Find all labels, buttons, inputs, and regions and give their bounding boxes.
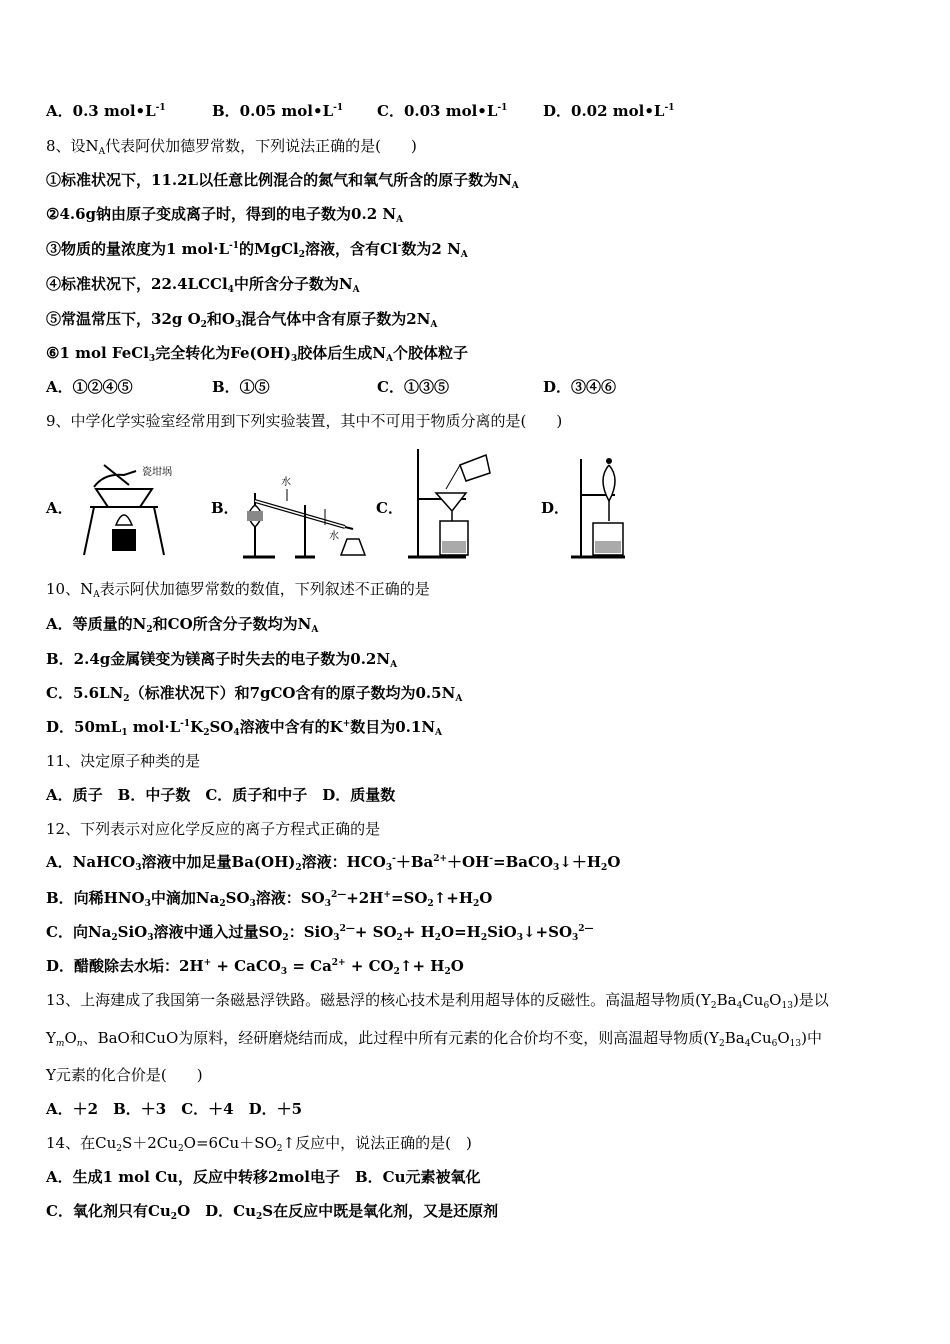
filtration-apparatus-illustration bbox=[406, 445, 496, 565]
q10-option-d: D．$50mL_1$ $mol\cdot L^{-1}K_2SO_4$溶液中含有的K+数目为$0.1N_A$ bbox=[46, 718, 443, 738]
distillation-apparatus-illustration bbox=[235, 445, 385, 565]
q12-option-a: A．NaHCO$_3$溶液中加足量$Ba(OH)_2$溶液：$HCO_3^-+Ba^{2+}+OH^-=BaCO_3↓+H_2O$ bbox=[46, 853, 621, 873]
q8-stem: 8、设$N_A$代表阿伏加德罗常数，下列说法正确的是( ) bbox=[46, 137, 417, 157]
q10-option-a: A．等质量的$N_2$和CO所含分子数均为$N_A$ bbox=[46, 615, 319, 635]
q11-options: A．质子 B．中子数 C．质子和中子 D．质量数 bbox=[46, 786, 396, 804]
q7-option-c: C．0.03 $mol•L^{-1}$ bbox=[377, 102, 508, 120]
q14-stem: 14、在$Cu_2S+2Cu_2O=6Cu+SO_2↑$反应中，说法正确的是( ) bbox=[46, 1134, 472, 1154]
q9-stem: 9、中学化学实验室经常用到下列实验装置，其中不可用于物质分离的是( ) bbox=[46, 412, 563, 430]
q8-option-d: D．③④⑥ bbox=[543, 378, 617, 396]
figure-b bbox=[211, 445, 381, 565]
q8-option-a: A．①②④⑤ bbox=[46, 378, 133, 396]
figure-a-label: A． bbox=[46, 499, 73, 517]
figure-a bbox=[46, 445, 206, 565]
figure-c-label: C． bbox=[376, 499, 403, 517]
q8-item-1: ①标准状况下，11.2L以任意比例混合的氮气和氧气所含的原子数为$N_A$ bbox=[46, 171, 519, 191]
q12-option-c: C．向$Na_2SiO_3$溶液中通入过量$SO_2$：$SiO_3^{2—}+ SO_2+$ $H_2O=H_2SiO_3↓+SO_3^{2—}$ bbox=[46, 923, 594, 943]
crucible-apparatus-illustration bbox=[74, 445, 194, 565]
q10-option-c: C．$5.6LN_2$（标准状况下）和7gCO含有的原子数均为$0.5N_A$ bbox=[46, 684, 463, 704]
water-in-label: 水 bbox=[329, 531, 339, 542]
q10-option-b: B．2.4g金属镁变为镁离子时失去的电子数为$0.2N_A$ bbox=[46, 650, 398, 670]
q8-item-4: ④标准状况下，22.4LCCl$_4$中所含分子数为$N_A$ bbox=[46, 275, 360, 295]
figure-b-label: B． bbox=[211, 499, 239, 517]
q8-option-b: B．①⑤ bbox=[212, 378, 270, 396]
q11-stem: 11、决定原子种类的是 bbox=[46, 752, 201, 770]
crucible-label: 瓷坩埚 bbox=[142, 467, 172, 478]
q13-stem-line-1: 13、上海建成了我国第一条磁悬浮铁路。磁悬浮的核心技术是利用超导体的反磁性。高温超导物质$(Y_2Ba_4Cu_6O_{13})$是以 bbox=[46, 991, 829, 1011]
figure-d bbox=[541, 445, 711, 565]
q10-stem: 10、$N_A$表示阿伏加德罗常数的数值，下列叙述不正确的是 bbox=[46, 580, 430, 600]
q8-item-2: ②4.6g钠由原子变成离子时，得到的电子数为0.2 $N_A$ bbox=[46, 205, 404, 225]
figure-c bbox=[376, 445, 546, 565]
q14-options-line-1: A．生成1 mol Cu，反应中转移2mol电子 B．Cu元素被氧化 bbox=[46, 1168, 481, 1186]
figure-d-label: D． bbox=[541, 499, 570, 517]
q7-option-b: B．0.05 $mol•L^{-1}$ bbox=[212, 102, 344, 120]
q12-option-b: B．向稀$HNO_3$中滴加$Na_2SO_3$溶液：$SO_3^{2—}+2H^+=SO_2↑+H_2O$ bbox=[46, 889, 493, 909]
q8-option-c: C．①③⑤ bbox=[377, 378, 449, 396]
water-out-label: 水 bbox=[281, 477, 291, 488]
q7-option-d: D．0.02 $mol•L^{-1}$ bbox=[543, 102, 675, 120]
q13-stem-line-2: $Y_mO_n$、BaO和CuO为原料，经研磨烧结而成，此过程中所有元素的化合价均不变，则高温超导物质$(Y_2Ba_4Cu_6O_{13})$中 bbox=[46, 1029, 822, 1049]
separatory-funnel-illustration bbox=[569, 445, 659, 565]
q13-options: A．＋2 B．＋3 C．＋4 D．＋5 bbox=[46, 1100, 303, 1118]
q9-figures bbox=[46, 445, 906, 565]
q12-stem: 12、下列表示对应化学反应的离子方程式正确的是 bbox=[46, 820, 381, 838]
q14-options-line-2: C．氧化剂只有$Cu_2O$ D．$Cu_2S$在反应中既是氧化剂，又是还原剂 bbox=[46, 1202, 499, 1222]
q8-item-5: ⑤常温常压下，32g $O_2$和$O_3$混合气体中含有原子数为$2N_A$ bbox=[46, 310, 438, 330]
q13-stem-line-3: Y元素的化合价是( ) bbox=[46, 1066, 203, 1084]
q12-option-d: D．醋酸除去水垢：2H+ + CaCO$_3$ = $Ca^{2+}$ + $CO_2↑+ H_2O$ bbox=[46, 957, 464, 977]
q8-item-6: ⑥1 mol FeCl$_3$完全转化为$Fe(OH)_3$胶体后生成$N_A$个胶体粒子 bbox=[46, 344, 468, 364]
q8-item-3: ③物质的量浓度为1 $mol\cdot L^{-1}$的MgCl$_2$溶液，含有Cl-数为2 $N_A$ bbox=[46, 240, 468, 260]
q7-option-a: A．0.3 $mol•L^{-1}$ bbox=[46, 102, 166, 120]
